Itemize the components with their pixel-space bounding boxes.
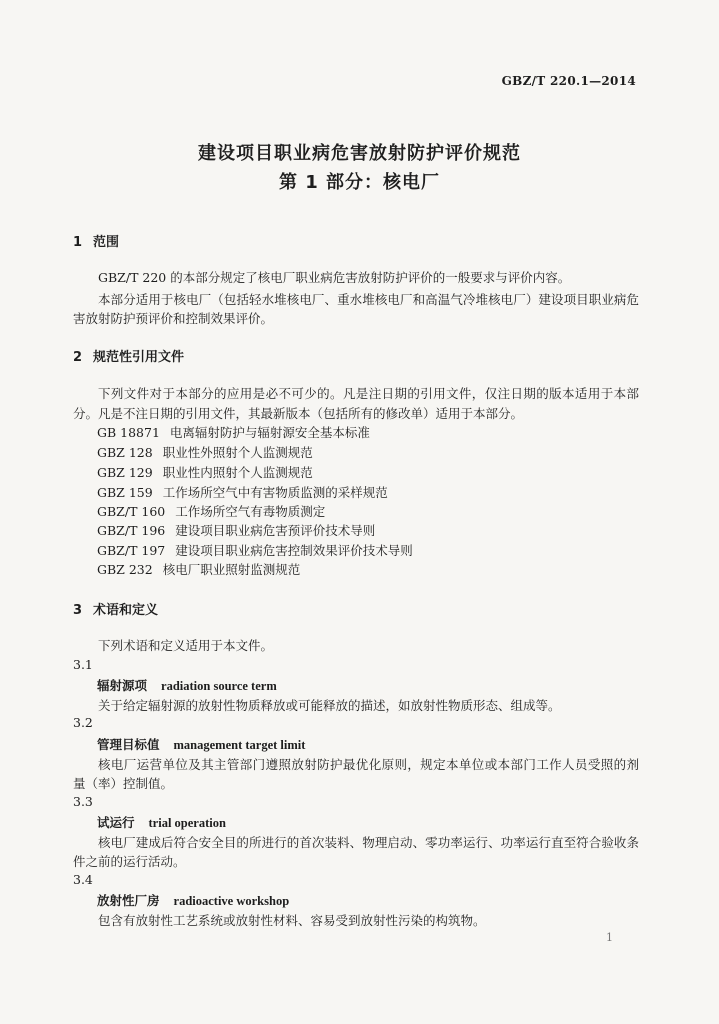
reference-code: GBZ/T 196 xyxy=(97,523,166,538)
reference-title: 职业性外照射个人监测规范 xyxy=(162,445,313,460)
section-1-paragraph-2-line-1: 本部分适用于核电厂（包括轻水堆核电厂、重水堆核电厂和高温气冷堆核电厂）建设项目职业病危 xyxy=(98,292,639,307)
reference-title: 工作场所空气中有害物质监测的采样规范 xyxy=(162,485,388,500)
reference-code: GBZ 129 xyxy=(97,465,153,480)
term-english: management target limit xyxy=(173,738,306,752)
term-english: trial operation xyxy=(148,816,226,830)
term-definition: 包含有放射性工艺系统或放射性材料、容易受到放射性污染的构筑物。 xyxy=(98,913,486,928)
term-chinese: 放射性厂房 xyxy=(97,893,160,908)
section-1-heading xyxy=(73,231,119,250)
reference-item xyxy=(97,443,313,461)
term-definition: 关于给定辐射源的放射性物质释放或可能释放的描述，如放射性物质形态、组成等。 xyxy=(98,698,561,713)
term-english: radioactive workshop xyxy=(173,894,290,908)
document-code: GBZ/T 220.1—2014 xyxy=(501,74,636,88)
reference-title: 核电厂职业照射监测规范 xyxy=(162,562,301,577)
reference-item xyxy=(97,502,325,520)
reference-code: GBZ 232 xyxy=(97,562,153,577)
term-heading xyxy=(97,676,277,694)
reference-code: GBZ 128 xyxy=(97,445,153,460)
reference-title: 建设项目职业病危害控制效果评价技术导则 xyxy=(175,543,413,558)
term-heading xyxy=(97,891,289,909)
reference-title: 工作场所空气有毒物质测定 xyxy=(175,504,326,519)
term-definition-line-2: 件之前的运行活动。 xyxy=(73,854,186,869)
document-subtitle: 第 1 部分：核电厂 xyxy=(278,172,441,193)
section-3-heading xyxy=(73,599,158,618)
section-1-paragraph-1: GBZ/T 220 的本部分规定了核电厂职业病危害放射防护评价的一般要求与评价内容。 xyxy=(98,270,571,285)
section-title: 范围 xyxy=(93,235,120,250)
reference-code: GB 18871 xyxy=(97,425,160,440)
reference-code: GBZ 159 xyxy=(97,485,153,500)
term-number: 3.2 xyxy=(73,715,93,730)
term-definition-line-1: 核电厂运营单位及其主管部门遵照放射防护最优化原则，规定本单位或本部门工作人员受照的剂 xyxy=(98,757,639,772)
reference-item xyxy=(97,423,370,441)
term-number: 3.1 xyxy=(73,657,93,672)
section-1-paragraph-2-line-2: 害放射防护预评价和控制效果评价。 xyxy=(73,311,274,326)
section-number: 3 xyxy=(73,603,83,618)
section-number: 2 xyxy=(73,350,83,365)
section-title: 规范性引用文件 xyxy=(93,350,185,365)
section-2-paragraph-line-2: 分。凡是不注日期的引用文件，其最新版本（包括所有的修改单）适用于本部分。 xyxy=(73,406,524,421)
reference-item xyxy=(97,541,413,559)
reference-code: GBZ/T 160 xyxy=(97,504,166,519)
term-heading xyxy=(97,735,305,753)
term-heading xyxy=(97,813,226,831)
document-title: 建设项目职业病危害放射防护评价规范 xyxy=(198,143,521,164)
term-chinese: 试运行 xyxy=(97,815,135,830)
reference-item xyxy=(97,483,388,501)
term-number: 3.4 xyxy=(73,872,93,887)
section-2-paragraph-line-1: 下列文件对于本部分的应用是必不可少的。凡是注日期的引用文件，仅注日期的版本适用于本部 xyxy=(98,386,639,401)
reference-item xyxy=(97,560,300,578)
section-title: 术语和定义 xyxy=(93,603,159,618)
term-definition-line-2: 量（率）控制值。 xyxy=(73,776,174,791)
reference-title: 电离辐射防护与辐射源安全基本标准 xyxy=(169,425,370,440)
term-english: radiation source term xyxy=(161,679,277,693)
term-chinese: 管理目标值 xyxy=(97,737,160,752)
reference-title: 建设项目职业病危害预评价技术导则 xyxy=(175,523,376,538)
term-number: 3.3 xyxy=(73,794,93,809)
reference-title: 职业性内照射个人监测规范 xyxy=(162,465,313,480)
reference-item xyxy=(97,521,375,539)
reference-item xyxy=(97,463,313,481)
term-chinese: 辐射源项 xyxy=(97,678,148,693)
reference-code: GBZ/T 197 xyxy=(97,543,166,558)
section-3-intro: 下列术语和定义适用于本文件。 xyxy=(98,638,274,653)
section-2-heading xyxy=(73,346,184,365)
term-definition-line-1: 核电厂建成后符合安全目的所进行的首次装料、物理启动、零功率运行、功率运行直至符合验收条 xyxy=(98,835,639,850)
page-number: 1 xyxy=(606,931,613,944)
section-number: 1 xyxy=(73,235,83,250)
